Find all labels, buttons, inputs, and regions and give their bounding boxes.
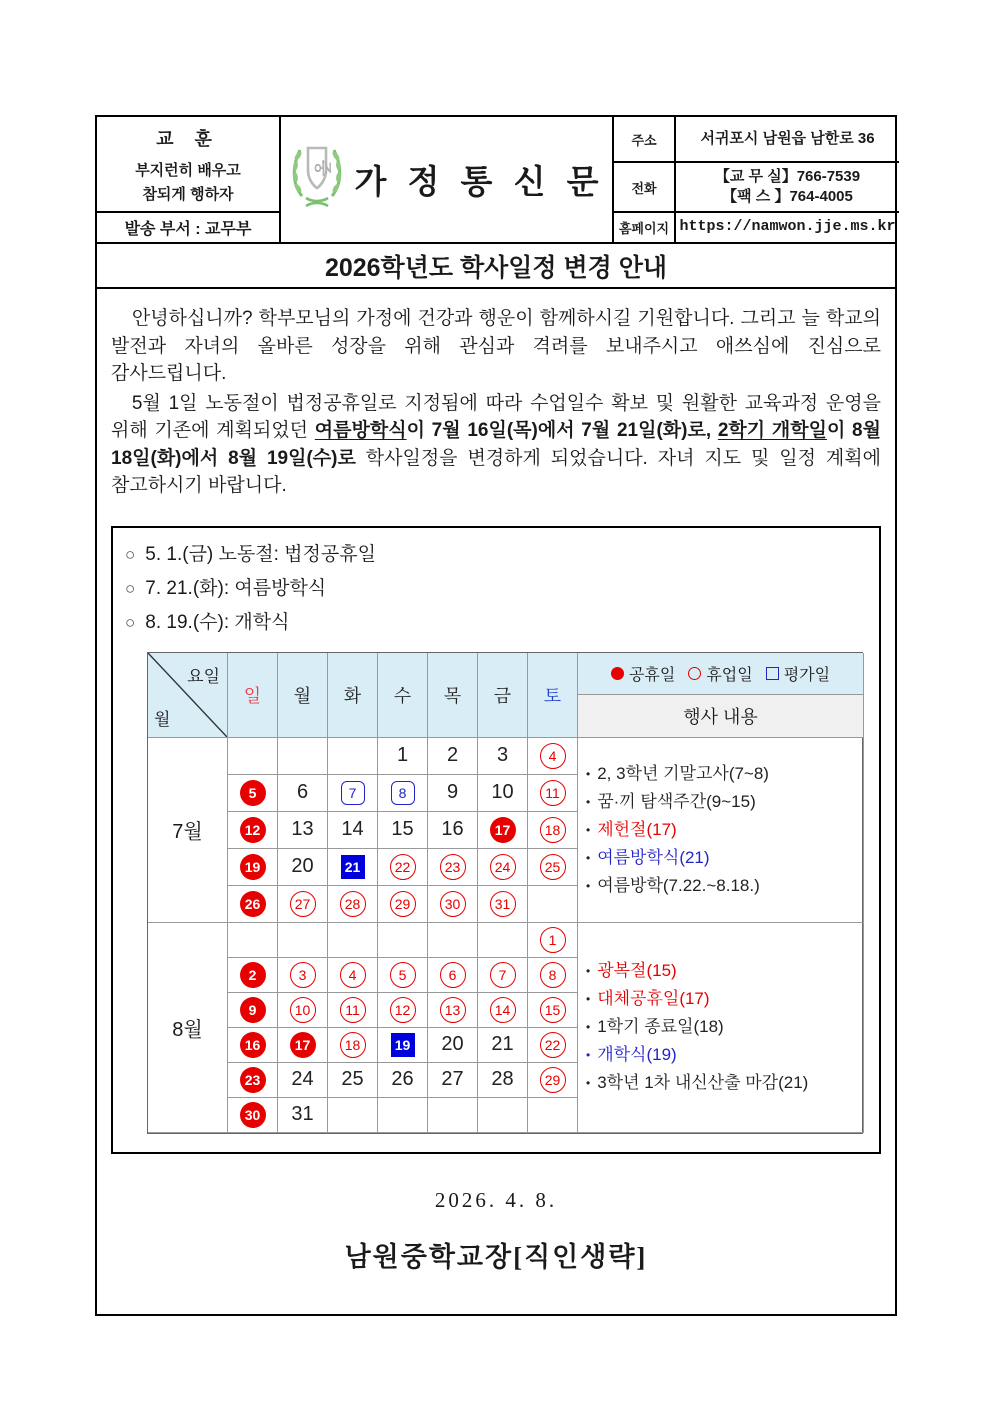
- month-label-8월: 8월: [148, 923, 228, 1133]
- calendar-day-cell: [478, 775, 528, 812]
- event-bullet-icon: •: [586, 794, 591, 809]
- event-bullet-icon: •: [586, 822, 591, 837]
- calendar-day-cell: [328, 1063, 378, 1098]
- website-label: 홈페이지: [612, 211, 674, 242]
- day-number: 13: [291, 818, 314, 841]
- calendar-day-cell: [278, 923, 328, 958]
- day-header-4: 수: [378, 653, 428, 738]
- p2-regular-1: 5월 1일 노동절이 법정공휴일로 지정됨에 따라 수업일수 확보 및 원활한 교육과정 운영을 위해 기존에 계획되었던: [111, 392, 881, 442]
- calendar-day-cell: [228, 993, 278, 1028]
- greeting-paragraph: 안녕하십니까? 학부모님의 가정에 건강과 행운이 함께하시길 기원합니다. 그리고 늘 학교의 발전과 자녀의 올바른 성장을 위해 관심과 격려를 보내주시고 애쓰심에 진심으로 감사드립니다.: [111, 308, 881, 385]
- calendar-day-cell: [378, 849, 428, 886]
- day-number: 31: [291, 1103, 314, 1126]
- event-item: [586, 788, 756, 816]
- circle-bullet-icon: ○: [125, 544, 136, 564]
- circle-bullet-icon: ○: [125, 612, 136, 632]
- event-text: 2, 3학년 기말고사(7~8): [597, 763, 769, 783]
- calendar-day-cell: [328, 775, 378, 812]
- key-date-text: 5. 1.(금) 노동절: 법정공휴일: [145, 543, 376, 565]
- calendar-day-cell: [478, 886, 528, 923]
- closure-day: 10: [290, 997, 316, 1023]
- month-events-8월: [578, 923, 864, 1133]
- calendar-day-cell: [228, 849, 278, 886]
- calendar-day-cell: [478, 849, 528, 886]
- calendar-day-cell: [528, 886, 578, 923]
- address-value: 서귀포시 남원읍 남한로 36: [674, 117, 899, 161]
- legend-label: 휴업일: [706, 666, 753, 684]
- closure-day: 30: [440, 891, 466, 917]
- calendar-day-cell: [278, 738, 328, 775]
- evaluation-day: 7: [341, 781, 365, 805]
- calendar-day-cell: [228, 923, 278, 958]
- event-item: [586, 816, 677, 844]
- day-number: 25: [341, 1068, 364, 1091]
- calendar-day-cell: [278, 775, 328, 812]
- holiday-day: 26: [240, 891, 266, 917]
- holiday-day: 17: [290, 1032, 316, 1058]
- month-label-7월: 7월: [148, 738, 228, 923]
- calendar-day-cell: [528, 775, 578, 812]
- closure-day: 14: [490, 997, 516, 1023]
- event-bullet-icon: •: [586, 1076, 591, 1091]
- closure-day: 31: [490, 891, 516, 917]
- closure-day: 5: [390, 962, 416, 988]
- day-number: 20: [291, 855, 314, 878]
- calendar-day-cell: [378, 812, 428, 849]
- closure-day: 18: [540, 817, 566, 843]
- legend-item: [688, 662, 752, 685]
- phone-value: [674, 161, 899, 211]
- p2-underline-summer-closing: 여름방학식: [314, 420, 407, 442]
- day-number: 21: [491, 1033, 514, 1056]
- event-bullet-icon: •: [586, 850, 591, 865]
- closure-day: 25: [540, 854, 566, 880]
- month-events-7월: [578, 738, 864, 923]
- calendar-day-cell: [378, 993, 428, 1028]
- closure-day: 3: [290, 962, 316, 988]
- calendar-day-cell: [428, 1098, 478, 1133]
- day-number: 16: [441, 818, 464, 841]
- calendar-day-cell: [228, 775, 278, 812]
- event-item: [586, 1041, 677, 1069]
- calendar-day-cell: [428, 738, 478, 775]
- calendar-day-cell: [278, 993, 328, 1028]
- closure-day: 29: [540, 1067, 566, 1093]
- closure-day: 18: [340, 1032, 366, 1058]
- day-number: 28: [491, 1068, 514, 1091]
- calendar-day-cell: [228, 886, 278, 923]
- calendar-day-cell: [278, 1028, 328, 1063]
- calendar-day-cell: [378, 1098, 428, 1133]
- event-item: [586, 1013, 724, 1041]
- outline-square-icon: [766, 667, 779, 680]
- header-table: [95, 115, 897, 244]
- schedule-change-paragraph: [111, 390, 881, 500]
- calendar-day-cell: [478, 812, 528, 849]
- event-bullet-icon: •: [586, 964, 591, 979]
- event-item: [586, 1069, 808, 1097]
- p2-underline-semester-start: 2학기 개학일: [717, 420, 827, 442]
- day-number: 14: [341, 818, 364, 841]
- calendar-day-cell: [528, 993, 578, 1028]
- calendar-day-cell: [478, 1098, 528, 1133]
- closure-day: 4: [540, 743, 566, 769]
- closure-day: 23: [440, 854, 466, 880]
- event-item: [586, 957, 677, 985]
- holiday-day: 12: [240, 817, 266, 843]
- day-header-6: 금: [478, 653, 528, 738]
- calendar-day-cell: [228, 1028, 278, 1063]
- motto-line-2: 참되게 행하자: [142, 185, 234, 203]
- svg-text:중: 중: [313, 159, 333, 177]
- event-text: 1학기 종료일(18): [597, 1017, 724, 1037]
- holiday-day: 23: [240, 1067, 266, 1093]
- closure-day: 13: [440, 997, 466, 1023]
- principal-signature: 남원중학교장[직인생략]: [344, 1241, 648, 1272]
- calendar-day-cell: [478, 1028, 528, 1063]
- event-text: 여름방학식(21): [597, 847, 710, 867]
- calendar-day-cell: [428, 1028, 478, 1063]
- legend-label: 공휴일: [628, 666, 676, 684]
- closure-day: 27: [290, 891, 316, 917]
- calendar-day-cell: [428, 886, 478, 923]
- calendar-day-cell: [478, 738, 528, 775]
- notice-title: 2026학년도 학사일정 변경 안내: [95, 244, 897, 289]
- day-number: 10: [491, 781, 514, 804]
- event-bullet-icon: •: [586, 992, 591, 1007]
- website-value: https://namwon.jje.ms.kr: [674, 211, 899, 242]
- calendar-day-cell: [328, 812, 378, 849]
- day-number: 20: [441, 1033, 464, 1056]
- holiday-day: 2: [240, 962, 266, 988]
- key-dates-list: [125, 538, 867, 640]
- closure-day: 11: [540, 780, 566, 806]
- legend-label: 평가일: [783, 666, 831, 684]
- event-text: 제헌절(17): [597, 819, 677, 839]
- day-number: 6: [296, 781, 309, 804]
- document-type-title: 가 정 통 신 문: [354, 163, 605, 200]
- event-text: 3학년 1차 내신산출 마감(21): [597, 1073, 809, 1093]
- body-section: [95, 289, 897, 1316]
- calendar-day-cell: [528, 923, 578, 958]
- day-number: 27: [441, 1068, 464, 1091]
- day-number: 1: [396, 744, 409, 767]
- calendar-day-cell: [478, 1063, 528, 1098]
- calendar-day-cell: [528, 1028, 578, 1063]
- calendar-day-cell: [428, 849, 478, 886]
- calendar-day-cell: [378, 775, 428, 812]
- calendar-day-cell: [328, 1028, 378, 1063]
- calendar-day-cell: [528, 812, 578, 849]
- closure-day: 28: [340, 891, 366, 917]
- calendar-day-cell: [528, 1063, 578, 1098]
- calendar-day-cell: [378, 738, 428, 775]
- motto-title: 교 훈: [156, 128, 220, 149]
- key-date-text: 7. 21.(화): 여름방학식: [145, 577, 327, 599]
- calendar-day-cell: [328, 958, 378, 993]
- dept-label: 발송 부서 : 교무부: [124, 221, 252, 238]
- event-text: 광복절(15): [597, 961, 677, 981]
- corner-label-month: 월: [154, 709, 171, 729]
- day-header-5: 목: [428, 653, 478, 738]
- school-logo-icon: [288, 140, 346, 219]
- calendar-day-cell: [278, 1098, 328, 1133]
- calendar-legend: [578, 653, 864, 695]
- closure-day: 11: [340, 997, 366, 1023]
- calendar-day-cell: [478, 923, 528, 958]
- calendar-day-cell: [228, 1098, 278, 1133]
- closure-day: 22: [390, 854, 416, 880]
- closure-day: 7: [490, 962, 516, 988]
- legend-item: [766, 662, 830, 685]
- event-day: 21: [341, 855, 365, 879]
- corner-label-weekday: 요일: [187, 666, 220, 686]
- event-item: [586, 872, 760, 900]
- calendar-day-cell: [428, 812, 478, 849]
- key-date-item: [125, 572, 867, 606]
- circle-bullet-icon: ○: [125, 578, 136, 598]
- holiday-day: 17: [490, 817, 516, 843]
- motto-line-1: 부지런히 배우고: [135, 161, 241, 179]
- schedule-box: [111, 526, 881, 1154]
- holiday-day: 16: [240, 1032, 266, 1058]
- day-number: 26: [391, 1068, 414, 1091]
- calendar-day-cell: [328, 993, 378, 1028]
- closure-day: 24: [490, 854, 516, 880]
- calendar-day-cell: [378, 923, 428, 958]
- sending-department: [97, 211, 279, 242]
- event-text: 꿈·끼 탐색주간(9~15): [597, 791, 756, 811]
- calendar-day-cell: [328, 886, 378, 923]
- event-item: [586, 985, 710, 1013]
- calendar-day-cell: [528, 958, 578, 993]
- closure-day: 12: [390, 997, 416, 1023]
- events-column-header: 행사 내용: [578, 695, 864, 738]
- event-bullet-icon: •: [586, 1048, 591, 1063]
- school-motto-cell: [97, 117, 279, 211]
- day-number: 3: [496, 744, 509, 767]
- calendar-day-cell: [378, 886, 428, 923]
- closure-day: 22: [540, 1032, 566, 1058]
- calendar-day-cell: [528, 849, 578, 886]
- closure-day: 29: [390, 891, 416, 917]
- calendar-corner-cell: [148, 653, 228, 738]
- holiday-day: 5: [240, 780, 266, 806]
- day-number: 15: [391, 818, 414, 841]
- calendar-day-cell: [278, 1063, 328, 1098]
- day-number: 2: [446, 744, 459, 767]
- calendar-day-cell: [478, 958, 528, 993]
- issue-date: 2026. 4. 8.: [434, 1187, 558, 1212]
- day-header-7: 토: [528, 653, 578, 738]
- calendar-day-cell: [278, 849, 328, 886]
- filled-circle-icon: [611, 667, 624, 680]
- calendar-day-cell: [428, 923, 478, 958]
- p2-bold-2: 이 8월 18일(화)에서 8월 19일(수)로: [111, 420, 881, 469]
- key-date-text: 8. 19.(수): 개학식: [145, 611, 290, 633]
- event-text: 대체공휴일(17): [597, 989, 710, 1009]
- outline-circle-icon: [688, 667, 701, 680]
- calendar-day-cell: [278, 958, 328, 993]
- calendar-day-cell: [378, 1063, 428, 1098]
- calendar-day-cell: [328, 849, 378, 886]
- calendar-day-cell: [428, 1063, 478, 1098]
- calendar-day-cell: [228, 958, 278, 993]
- key-date-item: [125, 606, 867, 640]
- legend-item: [611, 662, 675, 685]
- closure-day: 8: [540, 962, 566, 988]
- newsletter-page: [95, 115, 897, 1316]
- event-item: [586, 760, 769, 788]
- p2-bold-1: 이 7월 16일(목)에서 7월 21일(화)로,: [406, 420, 718, 442]
- event-day: 19: [391, 1033, 415, 1057]
- event-item: [586, 844, 710, 872]
- day-number: 9: [446, 781, 459, 804]
- calendar-day-cell: [528, 1098, 578, 1133]
- calendar-day-cell: [378, 958, 428, 993]
- phone-fax: 【팩 스 】764-4005: [722, 188, 853, 205]
- phone-label: 전화: [612, 161, 674, 211]
- event-bullet-icon: •: [586, 878, 591, 893]
- event-text: 개학식(19): [597, 1045, 677, 1065]
- closure-day: 15: [540, 997, 566, 1023]
- phone-office: 【교 무 실】766-7539: [714, 167, 861, 185]
- closure-day: 6: [440, 962, 466, 988]
- calendar-day-cell: [278, 812, 328, 849]
- holiday-day: 30: [240, 1102, 266, 1128]
- calendar-day-cell: [228, 812, 278, 849]
- evaluation-day: 8: [391, 781, 415, 805]
- calendar-day-cell: [328, 923, 378, 958]
- calendar-day-cell: [428, 775, 478, 812]
- key-date-item: [125, 538, 867, 572]
- calendar-day-cell: [478, 993, 528, 1028]
- day-header-2: 월: [278, 653, 328, 738]
- calendar-day-cell: [528, 738, 578, 775]
- calendar-day-cell: [228, 738, 278, 775]
- holiday-day: 9: [240, 997, 266, 1023]
- calendar-day-cell: [428, 958, 478, 993]
- calendar-table: [147, 652, 863, 1134]
- calendar-day-cell: [328, 1098, 378, 1133]
- p2-regular-2: 학사일정을 변경하게 되었습니다. 자녀 지도 및 일정 계획에 참고하시기 바랍니다.: [111, 447, 881, 497]
- closure-day: 1: [540, 927, 566, 953]
- day-number: 24: [291, 1068, 314, 1091]
- calendar-day-cell: [328, 738, 378, 775]
- day-header-3: 화: [328, 653, 378, 738]
- calendar-day-cell: [378, 1028, 428, 1063]
- event-text: 여름방학(7.22.~8.18.): [597, 875, 760, 895]
- day-header-1: 일: [228, 653, 278, 738]
- event-bullet-icon: •: [586, 766, 591, 781]
- closure-day: 4: [340, 962, 366, 988]
- event-bullet-icon: •: [586, 1020, 591, 1035]
- calendar-day-cell: [278, 886, 328, 923]
- holiday-day: 19: [240, 854, 266, 880]
- address-label: 주소: [612, 117, 674, 161]
- calendar-day-cell: [228, 1063, 278, 1098]
- calendar-day-cell: [428, 993, 478, 1028]
- brand-cell: [279, 117, 612, 242]
